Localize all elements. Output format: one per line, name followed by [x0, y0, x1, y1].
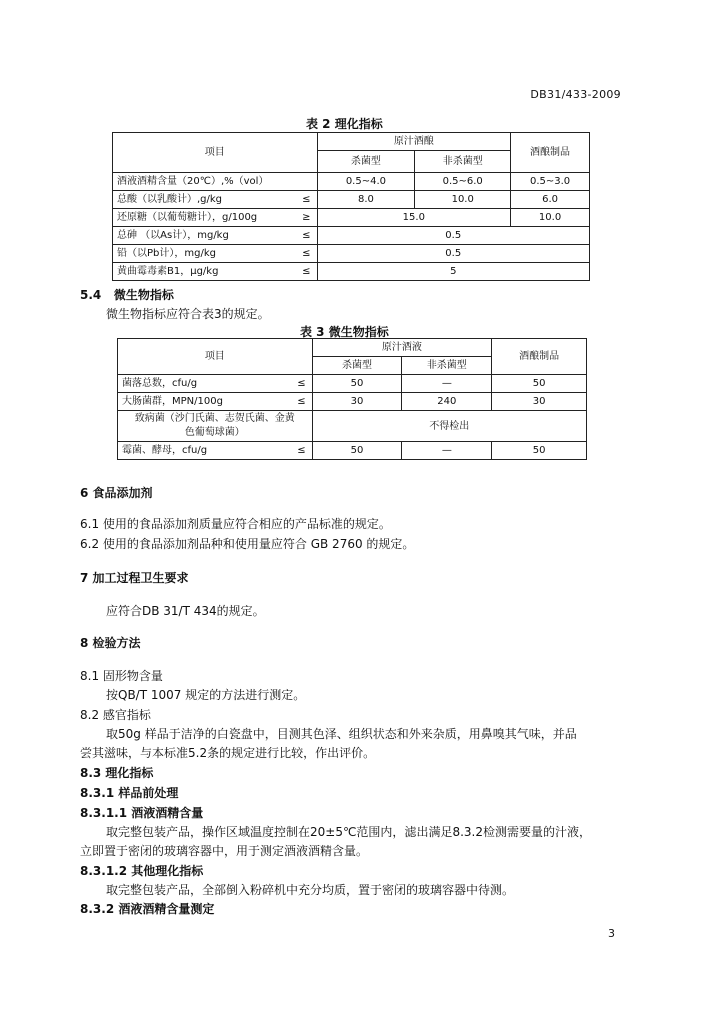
section-8-1-title: 8.1 固形物含量	[80, 669, 163, 683]
table2-head-group: 原汁酒酿	[317, 133, 511, 151]
table2-cell: 6.0	[511, 191, 590, 209]
table3-cell: 50	[312, 375, 402, 393]
table2-cell: 0.5	[317, 227, 589, 245]
table2-cell: 10.0	[415, 191, 511, 209]
table2-cell: 0.5	[317, 245, 589, 263]
section-8-2-line2: 尝其滋味，与本标准5.2条的规定进行比较，作出评价。	[80, 746, 376, 760]
section-7-title: 7 加工过程卫生要求	[80, 571, 189, 585]
page-number: 3	[608, 927, 615, 940]
section-8-3-1-1-line1: 取完整包装产品，操作区域温度控制在20±5℃范围内，滤出满足8.3.2检测需要量的汁液，	[106, 825, 591, 839]
table2-caption: 表 2 理化指标	[306, 117, 383, 131]
section-8-1-text: 按QB/T 1007 规定的方法进行测定。	[106, 688, 306, 702]
table2-row-name: 总砷 （以As计），mg/kg ≤	[113, 227, 318, 245]
table2-cell: 5	[317, 263, 589, 281]
table2-head-col3: 酒酿制品	[511, 133, 590, 173]
standard-code: DB31/433-2009	[530, 88, 621, 101]
table3-row-name: 菌落总数，cfu/g ≤	[118, 375, 313, 393]
table2-row-name: 铅（以Pb计），mg/kg ≤	[113, 245, 318, 263]
table3-row-name: 霉菌、酵母，cfu/g ≤	[118, 442, 313, 460]
section-8-3-1-2-text: 取完整包装产品，全部倒入粉碎机中充分均质，置于密闭的玻璃容器中待测。	[106, 883, 515, 897]
section-6-title: 6 食品添加剂	[80, 486, 153, 500]
table3-cell: 30	[492, 393, 587, 411]
table3-head-sub1: 杀菌型	[312, 357, 402, 375]
table-row	[118, 442, 587, 460]
table3-row-name: 大肠菌群，MPN/100g ≤	[118, 393, 313, 411]
section-7-text: 应符合DB 31/T 434的规定。	[106, 604, 265, 618]
table3-caption: 表 3 微生物指标	[300, 325, 389, 339]
table2-head-sub2: 非杀菌型	[415, 151, 511, 173]
table2	[112, 132, 590, 281]
table3-row-name: 致病菌（沙门氏菌、志贺氏菌、金黄 色葡萄球菌）	[118, 411, 313, 442]
section-8-3-2-title: 8.3.2 酒液酒精含量测定	[80, 902, 215, 916]
section-5-4-text: 微生物指标应符合表3的规定。	[106, 307, 270, 321]
table2-cell: 10.0	[511, 209, 590, 227]
section-8-2-line1: 取50g 样品于洁净的白瓷盘中，目测其色泽、组织状态和外来杂质，用鼻嗅其气味，并品	[106, 727, 577, 741]
table2-cell: 0.5~3.0	[511, 173, 590, 191]
table3-cell: 不得检出	[312, 411, 586, 442]
table-row	[118, 375, 587, 393]
table3-head-col3: 酒酿制品	[492, 339, 587, 375]
section-8-title: 8 检验方法	[80, 636, 141, 650]
section-6-1: 6.1 使用的食品添加剂质量应符合相应的产品标准的规定。	[80, 517, 391, 531]
table3	[117, 338, 587, 460]
table2-cell: 8.0	[317, 191, 415, 209]
table2-cell: 0.5~4.0	[317, 173, 415, 191]
table-row	[118, 411, 587, 442]
table3-cell: 50	[492, 442, 587, 460]
table2-row-name: 黄曲霉毒素B1，μg/kg ≤	[113, 263, 318, 281]
table3-cell: 50	[312, 442, 402, 460]
section-8-3-1-1-title: 8.3.1.1 酒液酒精含量	[80, 806, 204, 820]
table3-cell: 30	[312, 393, 402, 411]
section-8-3-1-1-line2: 立即置于密闭的玻璃容器中，用于测定酒液酒精含量。	[80, 844, 369, 858]
table-row	[113, 209, 590, 227]
table2-cell: 15.0	[317, 209, 511, 227]
section-8-2-title: 8.2 感官指标	[80, 708, 151, 722]
section-8-3-title: 8.3 理化指标	[80, 766, 154, 780]
table3-cell: 240	[402, 393, 492, 411]
table-row	[113, 245, 590, 263]
table-row	[113, 227, 590, 245]
table2-row-name: 酒液酒精含量（20℃）,%（vol）	[113, 173, 318, 191]
table-row	[113, 191, 590, 209]
section-8-3-1-title: 8.3.1 样品前处理	[80, 786, 179, 800]
table-row	[113, 173, 590, 191]
table2-row-name: 总酸（以乳酸计）,g/kg ≤	[113, 191, 318, 209]
table3-cell: —	[402, 375, 492, 393]
section-8-3-1-2-title: 8.3.1.2 其他理化指标	[80, 864, 204, 878]
table-row	[113, 263, 590, 281]
table3-head-sub2: 非杀菌型	[402, 357, 492, 375]
table3-head-group: 原汁酒液	[312, 339, 492, 357]
section-5-4-title: 5.4 微生物指标	[80, 288, 174, 302]
table2-row-name: 还原糖（以葡萄糖计），g/100g ≥	[113, 209, 318, 227]
table2-head-item: 项目	[113, 133, 318, 173]
table-row	[118, 393, 587, 411]
table3-cell: —	[402, 442, 492, 460]
table2-cell: 0.5~6.0	[415, 173, 511, 191]
table3-head-item: 项目	[118, 339, 313, 375]
section-6-2: 6.2 使用的食品添加剂品种和使用量应符合 GB 2760 的规定。	[80, 537, 415, 551]
table2-head-sub1: 杀菌型	[317, 151, 415, 173]
table3-cell: 50	[492, 375, 587, 393]
